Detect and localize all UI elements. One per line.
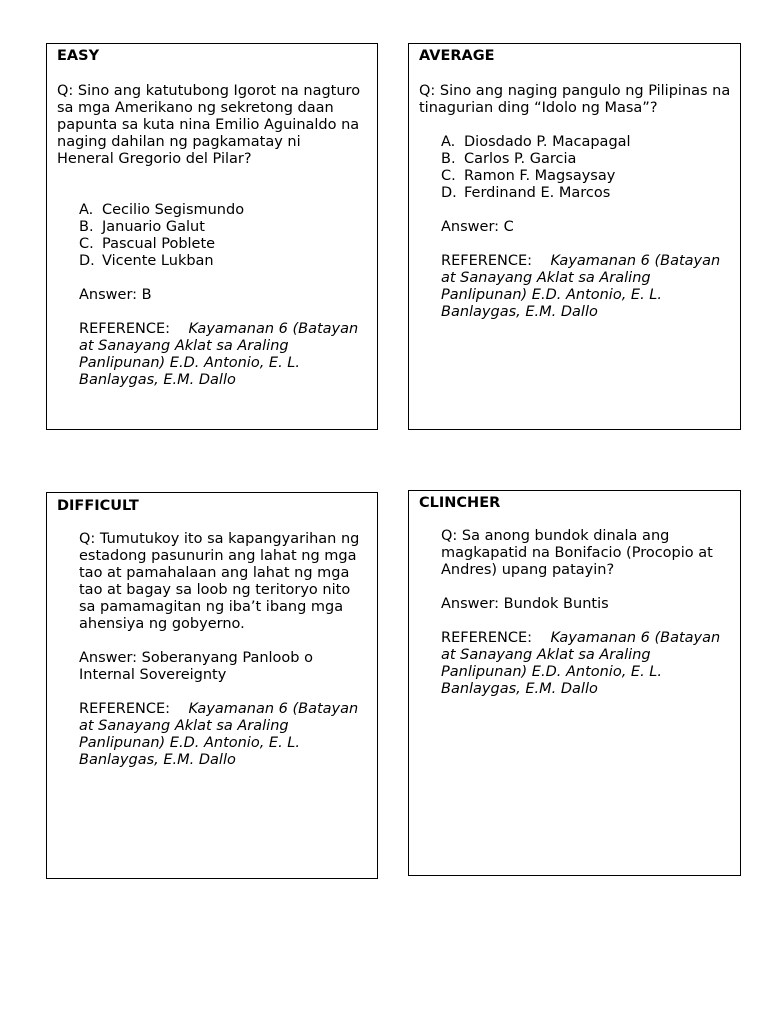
card-title: EASY: [57, 48, 100, 64]
reference: [79, 701, 371, 769]
reference-label: REFERENCE:: [79, 321, 170, 337]
difficult-card: [46, 492, 378, 879]
card-title: DIFFICULT: [57, 498, 139, 514]
clincher-card: [408, 490, 741, 876]
reference-label: REFERENCE:: [441, 253, 532, 269]
answer-text: Answer: Soberanyang Panloob o Internal Sovereignty: [79, 650, 313, 683]
choice-item: A. Cecilio Segismundo: [79, 202, 245, 218]
answer-text: Answer: Bundok Buntis: [441, 596, 609, 612]
reference-text: Kayamanan 6 (Batayan at Sanayang Aklat sa Araling Panlipunan) E.D. Antonio, E. L. Banlaygas, E.M. Dallo: [441, 253, 721, 320]
choice-item: D. Vicente Lukban: [79, 253, 214, 269]
reference-label: REFERENCE:: [441, 630, 532, 646]
reference: [79, 321, 369, 389]
choice-item: D. Ferdinand E. Marcos: [441, 185, 611, 201]
reference-text: Kayamanan 6 (Batayan at Sanayang Aklat sa Araling Panlipunan) E.D. Antonio, E. L. Banlaygas, E.M. Dallo: [441, 630, 721, 697]
question-text: Q: Sa anong bundok dinala ang magkapatid na Bonifacio (Procopio at Andres) upang patayin?: [441, 528, 713, 578]
choice-item: B. Carlos P. Garcia: [441, 151, 577, 167]
choice-list: [441, 134, 731, 202]
reference-label: REFERENCE:: [79, 701, 170, 717]
easy-card: [46, 43, 378, 430]
choice-item: C. Pascual Poblete: [79, 236, 216, 252]
choice-item: B. Januario Galut: [79, 219, 205, 235]
choice-item: A. Diosdado P. Macapagal: [441, 134, 631, 150]
answer-text: Answer: B: [79, 287, 152, 303]
reference-text: Kayamanan 6 (Batayan at Sanayang Aklat sa Araling Panlipunan) E.D. Antonio, E. L. Banlaygas, E.M. Dallo: [79, 321, 359, 388]
card-title: CLINCHER: [419, 495, 501, 511]
card-title: AVERAGE: [419, 48, 495, 64]
choice-item: C. Ramon F. Magsaysay: [441, 168, 616, 184]
average-card: [408, 43, 741, 430]
reference: [441, 630, 726, 698]
reference-text: Kayamanan 6 (Batayan at Sanayang Aklat sa Araling Panlipunan) E.D. Antonio, E. L. Banlaygas, E.M. Dallo: [79, 701, 359, 768]
question-text: Q: Tumutukoy ito sa kapangyarihan ng estadong pasunurin ang lahat ng mga tao at pamahalaan ang lahat ng mga tao at bagay sa loob ng teritoryo nito sa pamamagitan ng iba’t ibang mga ahensiya ng gobyerno.: [79, 531, 360, 632]
reference: [441, 253, 731, 321]
choice-list: [79, 202, 369, 270]
question-text: Q: Sino ang naging pangulo ng Pilipinas na tinagurian ding “Idolo ng Masa”?: [419, 83, 731, 116]
answer-text: Answer: C: [441, 219, 514, 235]
question-text: Q: Sino ang katutubong Igorot na nagturo sa mga Amerikano ng sekretong daan papunta sa kuta nina Emilio Aguinaldo na naging dahilan ng pagkamatay ni Heneral Gregorio del Pilar?: [57, 83, 361, 167]
